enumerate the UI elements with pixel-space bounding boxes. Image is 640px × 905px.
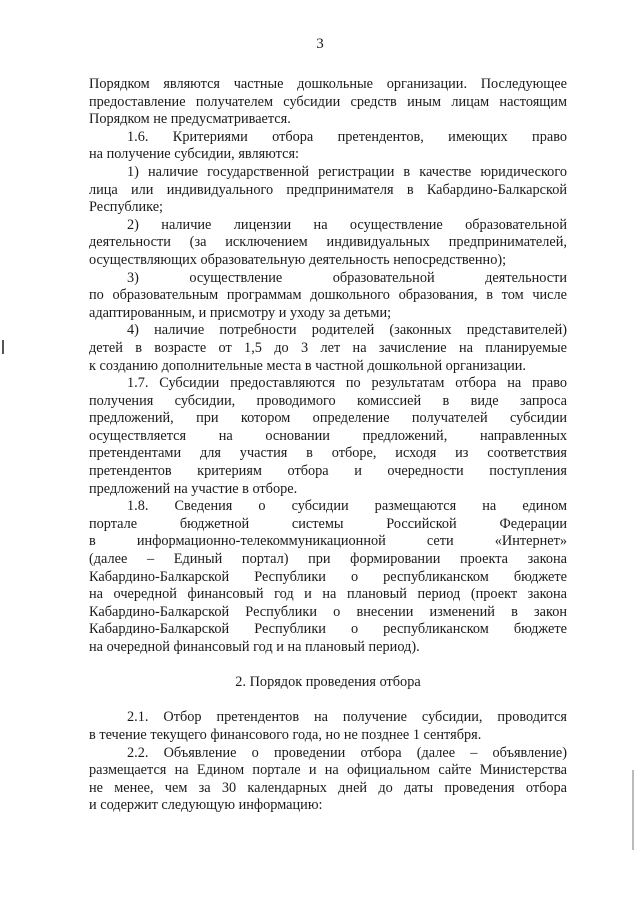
text-line: предложений, при котором определение получателей субсидии xyxy=(89,410,567,427)
section-heading: 2. Порядок проведения отбора xyxy=(235,674,421,691)
text-line: 1.6. Критериями отбора претендентов, имеющих право xyxy=(127,128,567,145)
text-line: в течение текущего финансового года, но не позднее 1 сентября. xyxy=(89,726,482,743)
text-line: на очередной финансовый год и на плановый период). xyxy=(89,639,420,655)
text-line: портале бюджетной системы Российской Федерации xyxy=(89,515,567,532)
text-line: лица или индивидуального предпринимателя в Кабардино-Балкарской xyxy=(89,181,567,198)
text-line: предложений на участие в отборе. xyxy=(89,480,298,497)
text-line: и содержит следующую информацию: xyxy=(89,797,323,814)
text-line: 1.7. Субсидии предоставляются по результатам отбора на право xyxy=(127,375,567,392)
text-line: претендентами для участия в отборе, исходя из соответствия xyxy=(89,445,567,462)
section-1-paragraphs xyxy=(89,76,567,657)
text-line: получения субсидии, проводимого комиссией в виде запроса xyxy=(89,392,567,409)
text-line: претендентов критериям отбора и очередности поступления xyxy=(89,463,567,480)
text-line: адаптированным, и присмотру и уходу за детьми; xyxy=(89,304,392,321)
text-line: на получение субсидии, являются: xyxy=(89,146,299,163)
text-line: на очередной финансовый год и на плановый период (проект закона xyxy=(89,586,567,603)
scan-edge-mark xyxy=(2,340,4,354)
page-number: 3 xyxy=(316,36,324,52)
text-line: деятельности (за исключением индивидуальных предпринимателей, xyxy=(89,234,567,251)
document-body xyxy=(89,76,567,815)
text-line: Кабардино-Балкарской Республики о республиканском бюджете xyxy=(89,621,567,638)
text-line: (далее – Единый портал) при формировании проекта закона xyxy=(89,551,567,568)
text-line: осуществляется на основании предложений, направленных xyxy=(89,427,567,444)
scan-edge-mark xyxy=(632,770,634,850)
text-line: 3) осуществление образовательной деятельности xyxy=(127,269,567,286)
text-line: осуществляющих образовательную деятельность непосредственно); xyxy=(89,251,507,268)
text-line: 4) наличие потребности родителей (законных представителей) xyxy=(127,322,567,339)
text-line: не менее, чем за 30 календарных дней до даты проведения отбора xyxy=(89,779,567,796)
text-line: Кабардино-Балкарской Республики о внесении изменений в закон xyxy=(89,603,567,620)
section-2-paragraphs xyxy=(89,709,567,815)
text-line: в информационно-телекоммуникационной сети «Интернет» xyxy=(89,533,567,550)
text-line: к созданию дополнительные места в частной дошкольной организации. xyxy=(89,357,527,374)
text-line: 1) наличие государственной регистрации в качестве юридического xyxy=(127,163,567,180)
text-line: 2.2. Объявление о проведении отбора (далее – объявление) xyxy=(127,744,567,761)
text-line: 2) наличие лицензии на осуществление образовательной xyxy=(127,216,567,233)
text-line: размещается на Едином портале и на официальном сайте Министерства xyxy=(89,762,567,779)
text-line: 2.1. Отбор претендентов на получение субсидии, проводится xyxy=(127,709,567,726)
text-line: Порядком являются частные дошкольные организации. Последующее xyxy=(89,76,567,92)
text-line: Кабардино-Балкарской Республики о республиканском бюджете xyxy=(89,568,567,585)
text-line: 1.8. Сведения о субсидии размещаются на едином xyxy=(127,498,567,515)
text-line: Республике; xyxy=(89,199,164,216)
text-line: по образовательным программам дошкольного образования, в том числе xyxy=(89,287,567,304)
text-line: детей в возрасте от 1,5 до 3 лет на зачисление на планируемые xyxy=(89,339,567,356)
text-line: предоставление получателем субсидии средств иным лицам настоящим xyxy=(89,93,567,110)
text-line: Порядком не предусматривается. xyxy=(89,111,291,128)
